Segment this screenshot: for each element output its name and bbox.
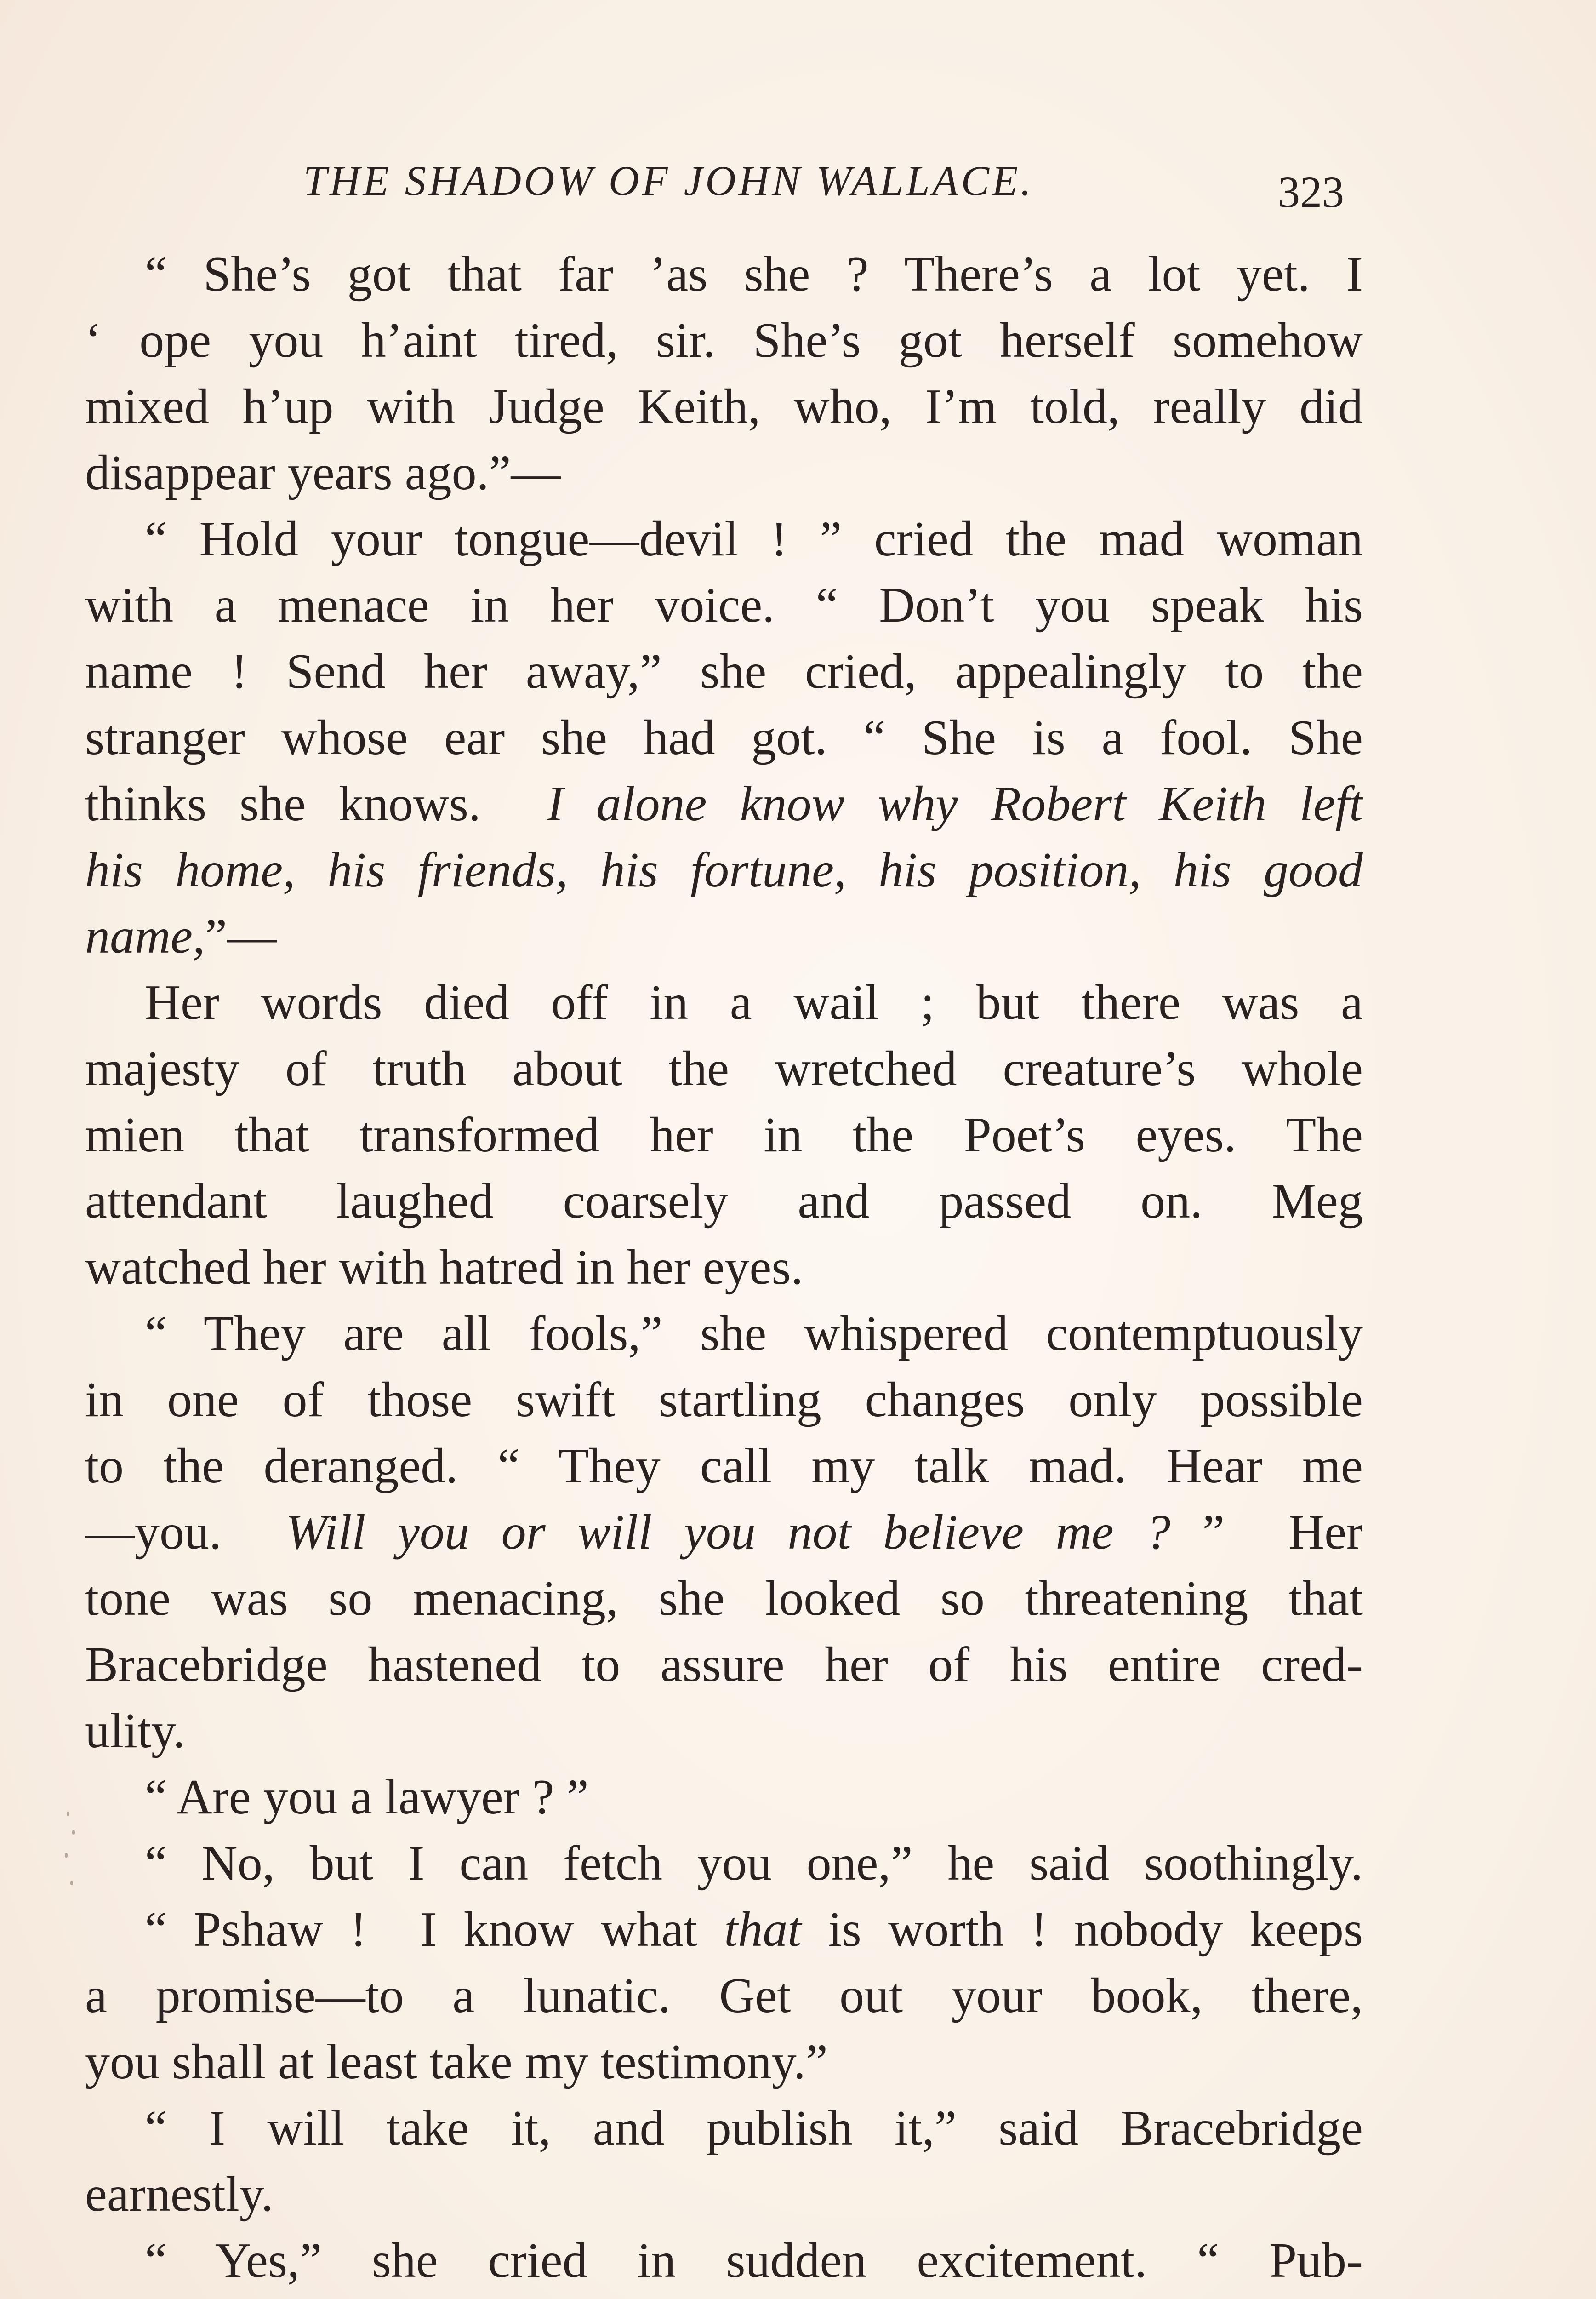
text-line — [85, 1168, 1363, 1235]
text-line — [85, 1698, 1363, 1764]
text-line — [85, 572, 1363, 639]
line-text: Bracebridge hastened to assure her of his entire cred- — [85, 1637, 1363, 1692]
text-line — [85, 970, 1363, 1036]
italic-text: I alone know why Robert Keith left — [547, 777, 1363, 831]
line-text: ‘ ope you h’aint tired, sir. She’s got herself somehow — [85, 313, 1363, 368]
text-line — [85, 308, 1363, 374]
line-text: in one of those swift startling changes only possible — [85, 1373, 1363, 1427]
line-text: attendant laughed coarsely and passed on. Meg — [85, 1174, 1363, 1229]
text-line — [85, 771, 1363, 837]
line-text: ” Her — [1170, 1505, 1363, 1560]
line-text: “ She’s got that far ’as she ? There’s a lot yet. I — [145, 247, 1363, 302]
page-number: 323 — [1278, 167, 1344, 217]
text-line — [85, 2095, 1363, 2162]
text-line — [85, 440, 1363, 506]
text-line — [85, 2294, 1363, 2299]
text-line — [85, 1499, 1363, 1566]
line-text: mixed h’up with Judge Keith, who, I’m told, really did — [85, 379, 1363, 434]
italic-text: name, — [85, 909, 205, 964]
text-line — [85, 506, 1363, 572]
line-text: “ Are you a lawyer ? ” — [145, 1770, 589, 1824]
text-line — [85, 241, 1363, 308]
text-line — [85, 1566, 1363, 1632]
text-line — [85, 1764, 1363, 1830]
italic-text: that — [724, 1902, 802, 1957]
text-line — [85, 1235, 1363, 1301]
text-line — [85, 1963, 1363, 2029]
line-text: with a menace in her voice. “ Don’t you speak his — [85, 578, 1363, 633]
line-text: is worth ! nobody keeps — [801, 1902, 1363, 1957]
margin-specks — [62, 1812, 80, 1904]
italic-text: his home, his friends, his fortune, his position, his good — [85, 843, 1363, 898]
text-line — [85, 1102, 1363, 1168]
line-text: stranger whose ear she had got. “ She is a fool. She — [85, 710, 1363, 765]
line-text: a promise—to a lunatic. Get out your book, there, — [85, 1968, 1363, 2023]
line-text: disappear years ago.”— — [85, 446, 561, 500]
text-line — [85, 837, 1363, 904]
running-head: THE SHADOW OF JOHN WALLACE. — [303, 157, 1034, 204]
line-text: thinks she knows. — [85, 777, 547, 831]
text-line — [85, 705, 1363, 771]
text-line — [85, 1367, 1363, 1433]
line-text: watched her with hatred in her eyes. — [85, 1240, 804, 1295]
text-line — [85, 374, 1363, 440]
text-line — [85, 1632, 1363, 1698]
text-line — [85, 1301, 1363, 1367]
line-text: you shall at least take my testimony.” — [85, 2035, 828, 2089]
text-line — [85, 1036, 1363, 1102]
italic-text: Will you or will you not believe me ? — [285, 1505, 1171, 1560]
line-text: majesty of truth about the wretched creature’s whole — [85, 1041, 1363, 1096]
line-text: tone was so menacing, she looked so threatening that — [85, 1571, 1363, 1626]
body-text — [85, 241, 1363, 2299]
line-text: to the deranged. “ They call my talk mad. Hear me — [85, 1439, 1363, 1493]
line-text: —you. — [85, 1505, 286, 1560]
text-line — [85, 904, 1363, 970]
text-line — [85, 2228, 1363, 2294]
text-line — [85, 2162, 1363, 2228]
line-text: earnestly. — [85, 2167, 274, 2222]
line-text: “ No, but I can fetch you one,” he said soothingly. — [145, 1836, 1363, 1891]
text-line — [85, 1433, 1363, 1499]
line-text: ulity. — [85, 1704, 186, 1758]
text-line — [85, 639, 1363, 705]
text-line — [85, 1897, 1363, 1963]
text-line — [85, 2029, 1363, 2095]
line-text: “ Hold your tongue—devil ! ” cried the mad woman — [145, 512, 1363, 566]
text-line — [85, 1830, 1363, 1897]
line-text: Her words died off in a wail ; but there was a — [145, 975, 1363, 1030]
line-text: name ! Send her away,” she cried, appealingly to the — [85, 644, 1363, 699]
line-text: mien that transformed her in the Poet’s eyes. The — [85, 1108, 1363, 1162]
line-text: “ Yes,” she cried in sudden excitement. “ Pub- — [145, 2233, 1363, 2288]
line-text: “ Pshaw ! I know what — [145, 1902, 724, 1957]
line-text: ”— — [205, 909, 277, 964]
line-text: “ They are all fools,” she whispered contemptuously — [145, 1306, 1363, 1361]
line-text: “ I will take it, and publish it,” said Bracebridge — [145, 2101, 1363, 2156]
